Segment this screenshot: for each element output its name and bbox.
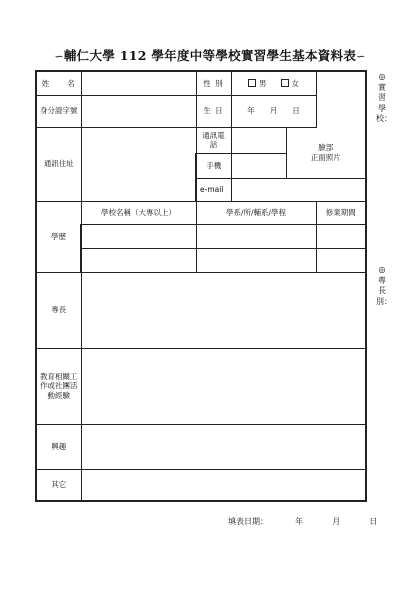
male-label: 男 (258, 78, 267, 88)
mobile-label: 手機 (196, 153, 231, 178)
fill-date-line (228, 516, 377, 527)
fill-month: 月 (332, 517, 341, 526)
fill-date-label: 填表日期： (228, 517, 268, 526)
fill-day: 日 (369, 517, 378, 526)
specialty-side-note: ◎專長別： (376, 265, 392, 306)
dept-field-1[interactable] (196, 224, 316, 248)
id-number-label: 身分證字號 (36, 95, 81, 127)
specialty-label: 專長 (36, 272, 81, 348)
other-label: 其它 (36, 469, 81, 501)
interest-field[interactable] (81, 424, 366, 469)
birthday-label: 生 日 (196, 95, 231, 127)
female-label: 女 (291, 78, 300, 88)
photo-top (316, 71, 366, 127)
fill-year: 年 (295, 517, 304, 526)
gender-options (231, 71, 316, 95)
phone-label: 通訊電話 (196, 127, 231, 153)
gender-female-option[interactable] (281, 79, 300, 88)
experience-field[interactable] (81, 348, 366, 424)
photo-line1: 臉部 (318, 143, 334, 153)
period-header: 修業期間 (316, 201, 366, 224)
school-field-1[interactable] (81, 224, 196, 248)
title-text: 輔仁大學 112 學年度中等學校實習學生基本資料表 (63, 48, 357, 63)
interest-label: 興趣 (36, 424, 81, 469)
mobile-field[interactable] (231, 153, 286, 178)
phone-field[interactable] (231, 127, 286, 153)
email-field[interactable] (231, 178, 366, 201)
form-title (20, 46, 400, 64)
male-checkbox[interactable] (248, 79, 256, 87)
gender-male-option[interactable] (248, 79, 267, 88)
email-label: e-mail (196, 178, 231, 201)
photo-line2: 正面照片 (310, 152, 341, 162)
dept-field-2[interactable] (196, 248, 316, 272)
ornament-left: ∽ (54, 50, 64, 63)
school-field-2[interactable] (81, 248, 196, 272)
id-number-field[interactable] (81, 95, 196, 127)
period-field-2[interactable] (316, 248, 366, 272)
period-field-1[interactable] (316, 224, 366, 248)
name-field[interactable] (81, 71, 196, 95)
dept-header: 學系/所/輔系/學程 (196, 201, 316, 224)
student-info-table (35, 70, 367, 502)
name-label: 姓 名 (36, 71, 81, 95)
ornament-right: ∽ (356, 50, 366, 63)
school-side-note: ◎實習學校： (376, 72, 392, 123)
experience-label: 教育相關工作或社團活動經驗 (36, 348, 81, 424)
photo-area[interactable] (286, 127, 366, 178)
education-label: 學歷 (36, 201, 81, 272)
gender-label: 性 別 (196, 71, 231, 95)
birthday-field[interactable]: 年 月 日 (231, 95, 316, 127)
specialty-field[interactable] (81, 272, 366, 348)
address-label: 通訊住址 (36, 127, 81, 201)
address-field[interactable] (81, 127, 196, 201)
other-field[interactable] (81, 469, 366, 501)
school-header: 學校名稱（大專以上） (81, 201, 196, 224)
female-checkbox[interactable] (281, 79, 289, 87)
